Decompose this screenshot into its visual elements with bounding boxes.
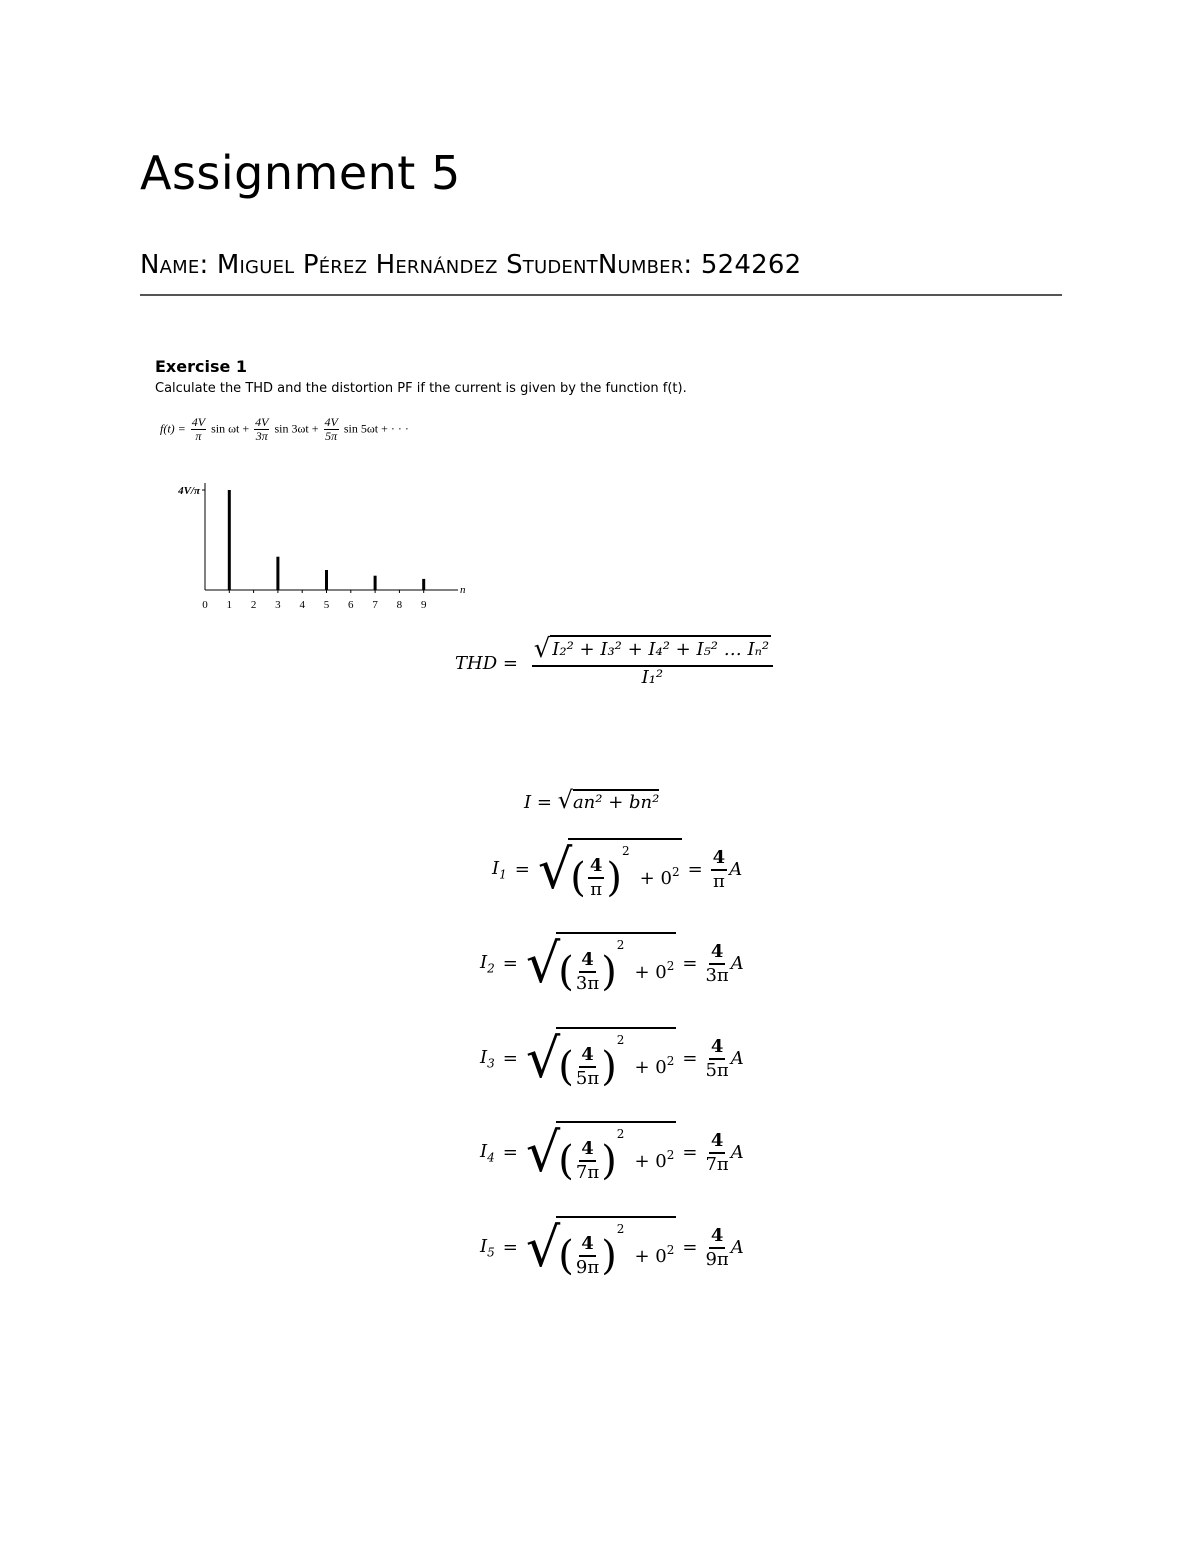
x-tick-label-3: 3 — [275, 599, 281, 611]
x-tick-label-1: 1 — [226, 599, 233, 611]
document-title: Assignment 5 — [140, 146, 461, 200]
term-3-fraction: $\frac{4V}{5\pi}$ — [324, 415, 338, 443]
harmonic-equation-1: $I_1$ = √( $\frac{4}{\pi}$ )$^2+ 0^2$ = $\frac{4}{\pi}$ A — [492, 838, 743, 901]
name-label: Name: — [140, 250, 209, 280]
x-tick-label-4: 4 — [299, 599, 305, 611]
x-tick-label-5: 5 — [323, 599, 330, 611]
student-number-label: StudentNumber: — [506, 250, 693, 280]
thd-equation: THD = $\frac{\text{√ I₂² + I₃² + I₄² + I₅² … Iₙ²}}{\text{I₁²}}$ — [455, 638, 775, 689]
term-2-trig: sin 3ωt — [274, 421, 309, 436]
student-number-value: 524262 — [700, 250, 802, 280]
harmonic-equation-3: $I_3$ = √( $\frac{4}{5\pi}$ )$^2+ 0^2$ = $\frac{4}{5\pi}$ A — [480, 1027, 744, 1090]
harmonic-bar-1 — [228, 490, 231, 590]
x-tick-label-7: 7 — [372, 599, 378, 611]
current-magnitude-equation: I = √an² + bn² — [524, 786, 660, 814]
x-tick-label-2: 2 — [250, 599, 257, 611]
exercise-text: Calculate the THD and the distortion PF if the current is given by the function f(t). — [155, 381, 687, 396]
thd-denominator: I₁² — [641, 667, 664, 688]
x-tick-label-8: 8 — [396, 599, 403, 611]
term-2-fraction: $\frac{4V}{3\pi}$ — [255, 415, 269, 443]
harmonic-equation-2: $I_2$ = √( $\frac{4}{3\pi}$ )$^2+ 0^2$ = $\frac{4}{3\pi}$ A — [480, 932, 744, 995]
harmonic-bar-7 — [374, 576, 377, 590]
harmonic-bar-9 — [422, 579, 425, 590]
term-3-trig: sin 5ωt — [343, 421, 379, 436]
exercise-title: Exercise 1 — [155, 357, 248, 376]
harmonic-equation-5: $I_5$ = √( $\frac{4}{9\pi}$ )$^2+ 0^2$ = $\frac{4}{9\pi}$ A — [480, 1216, 744, 1279]
harmonic-bar-3 — [276, 557, 279, 590]
x-tick-label-6: 6 — [348, 599, 354, 611]
harmonic-spectrum-chart — [160, 478, 480, 618]
general-lhs: I = — [524, 792, 552, 813]
x-tick-label-9: 9 — [420, 599, 427, 611]
student-info-line — [140, 250, 1062, 296]
general-rhs: an² + bn² — [573, 789, 659, 813]
function-lhs: f(t) = — [160, 421, 186, 436]
thd-numerator: I₂² + I₃² + I₄² + I₅² … Iₙ² — [550, 635, 771, 660]
harmonic-bar-5 — [325, 570, 328, 590]
function-definition: f(t) = $\frac{4V}{\pi}$ sin ωt + $\frac{4V}{3\pi}$ sin 3ωt + $\frac{4V}{5\pi}$ sin 5ωt + · · · — [160, 415, 409, 443]
thd-lhs: THD = — [455, 653, 518, 674]
x-axis-label: n — [460, 584, 466, 596]
term-1-fraction: $\frac{4V}{\pi}$ — [191, 415, 206, 443]
harmonic-equation-4: $I_4$ = √( $\frac{4}{7\pi}$ )$^2+ 0^2$ = $\frac{4}{7\pi}$ A — [480, 1121, 744, 1184]
x-tick-label-0: 0 — [202, 599, 208, 611]
term-1-trig: sin ωt — [211, 421, 240, 436]
y-axis-label: 4V/π — [178, 485, 200, 497]
name-value: Miguel Pérez Hernández — [216, 250, 498, 280]
